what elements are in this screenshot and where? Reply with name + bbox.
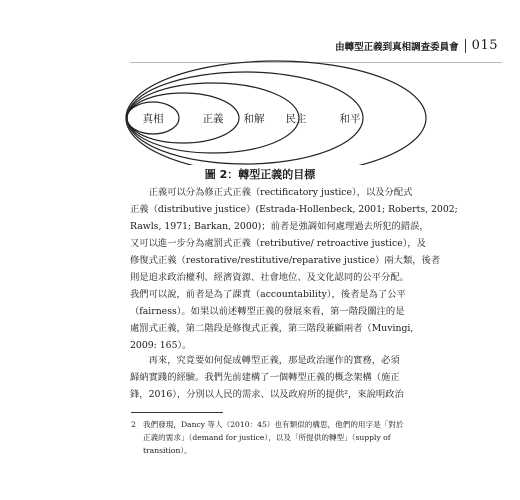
label-reconciliation: 和解	[243, 113, 265, 125]
page-number: 015	[471, 38, 498, 53]
text-line: 2009: 165）。	[130, 340, 192, 351]
figure-caption: 圖 2：轉型正義的目標	[204, 168, 316, 181]
footnote-marker: 2	[131, 420, 136, 429]
running-title: 由轉型正義到真相調查委員會	[335, 41, 459, 53]
paragraph-1	[130, 184, 502, 354]
ellipse-peace	[126, 61, 426, 165]
footnote-text: 我們發現，Dancy 等人（2010：45）也有類似的構思，他們的用字是「對於	[143, 420, 404, 429]
label-justice: 正義	[202, 113, 224, 125]
footnote-rule	[131, 412, 223, 413]
text-line: （fairness）。如果以前述轉型正義的發展來看，第一階段關注的是	[130, 306, 405, 317]
nested-goals-diagram	[0, 0, 520, 165]
footnote-line: 正義的需求」（demand for justice），以及「所提供的轉型」（supply of	[143, 433, 391, 442]
text-line: 鋒，2016），分別以人民的需求、以及政府所的提供²，來說明政治	[130, 389, 404, 400]
label-truth: 真相	[142, 113, 164, 125]
text-line: 我們可以說，前者是為了課責（accountability），後者是為了公平	[130, 289, 406, 300]
text-line: 歸納實踐的經驗。我們先前建構了一個轉型正義的概念架構（施正	[130, 372, 400, 383]
text-line: 處罰式正義，第二階段是修復式正義，第三階段兼顧兩者（Muvingi,	[130, 323, 414, 334]
text-line: 則是追求政治權利、經濟資源、社會地位、及文化認同的公平分配。	[130, 272, 409, 283]
text-line: 正義（distributive justice）(Estrada-Hollenbeck, 2001; Roberts, 2002;	[130, 204, 458, 215]
footnote	[131, 418, 503, 457]
footnote-line	[131, 418, 503, 431]
text-line: 再來，究竟要如何促成轉型正義，那是政治運作的實務，必須	[130, 355, 400, 366]
text-line: Rawls, 1971; Barkan, 2000)；前者是強調如何處理過去所犯的錯誤，	[130, 221, 429, 232]
paragraph-2	[130, 352, 502, 403]
label-democracy: 民主	[285, 113, 307, 125]
footnote-line: transition）。	[143, 446, 192, 455]
text-line: 正義可以分為修正式正義（rectificatory justice），以及分配式	[130, 187, 413, 198]
text-line: 又可以進一步分為處罰式正義（retributive/ retroactive justice），及	[130, 238, 426, 249]
text-line: 修復式正義（restorative/restitutive/reparative justice）兩大類，後者	[130, 255, 441, 266]
label-peace: 和平	[339, 113, 361, 125]
